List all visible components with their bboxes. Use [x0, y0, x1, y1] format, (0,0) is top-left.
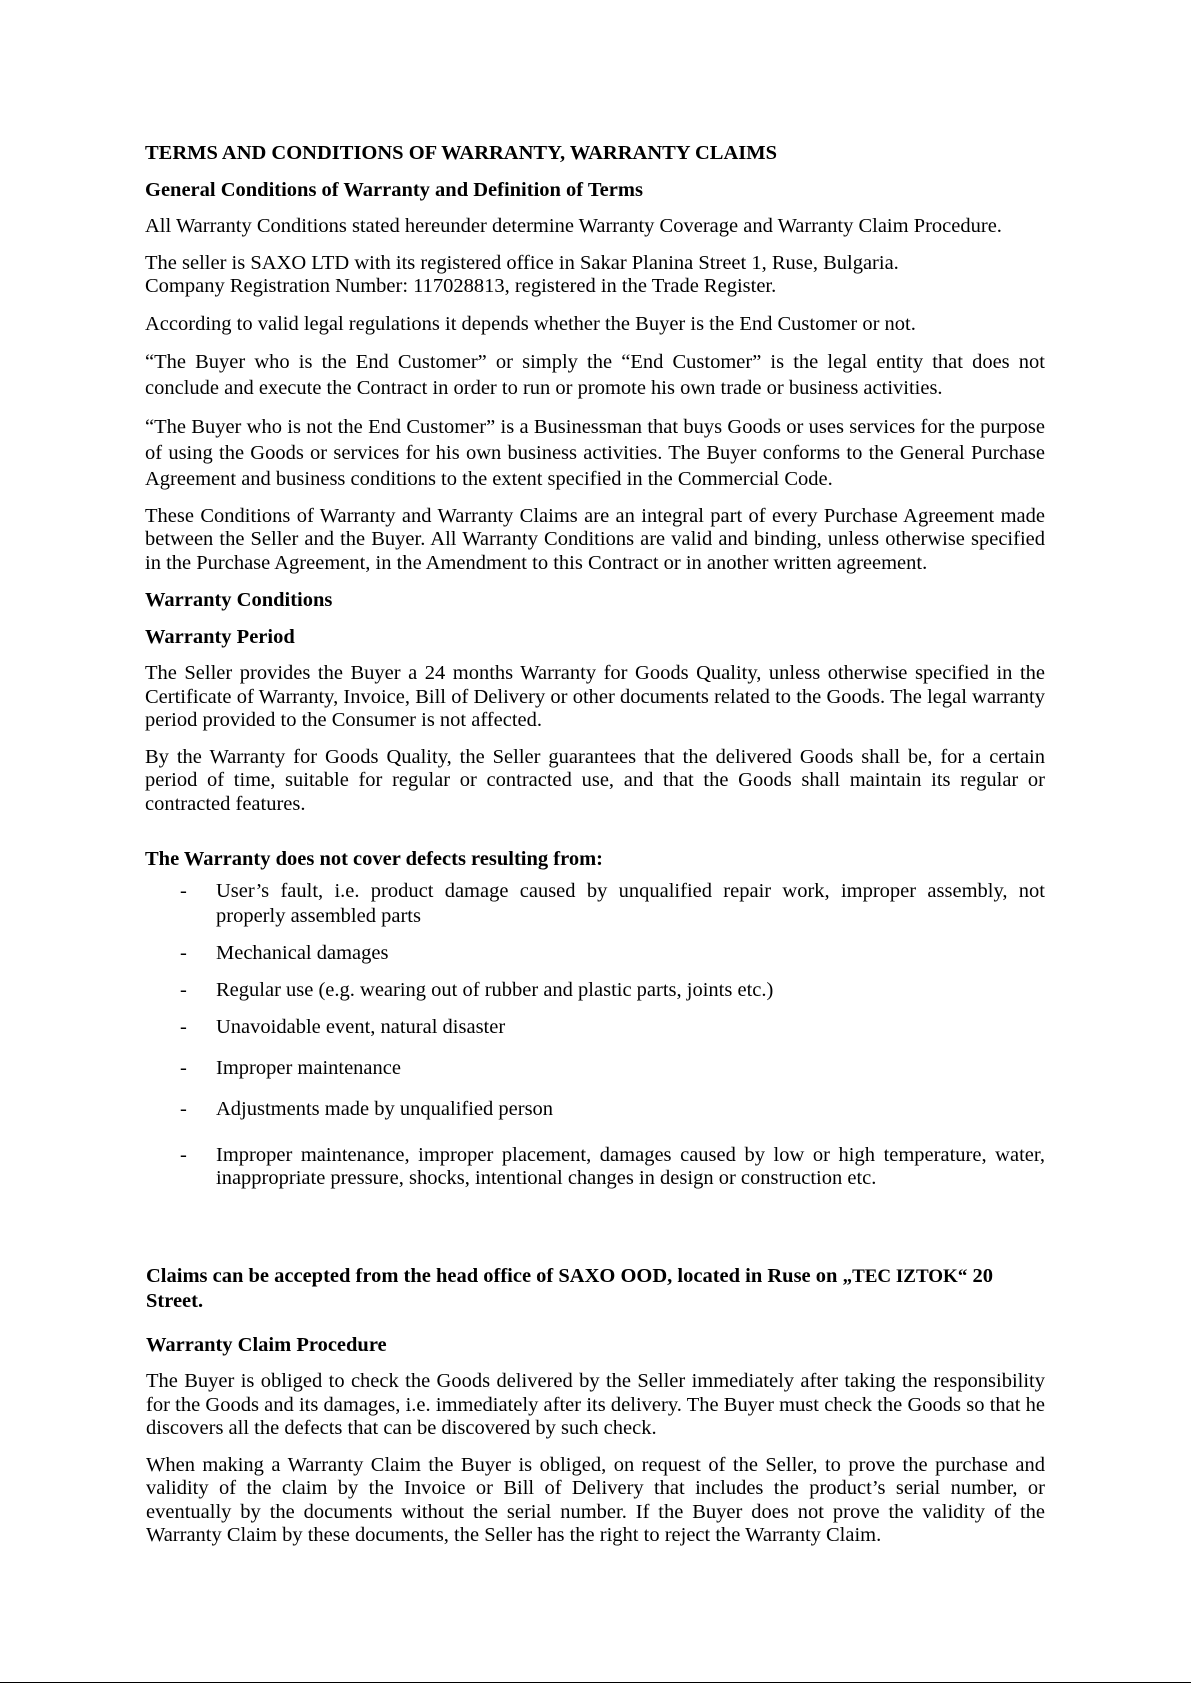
claim-procedure-heading: Warranty Claim Procedure [146, 1334, 387, 1356]
paragraph-legal-regulations: According to valid legal regulations it depends whether the Buyer is the End Customer or not. [145, 312, 916, 335]
paragraph-goods-quality: By the Warranty for Goods Quality, the Seller guarantees that the delivered Goods shall be, for a certain period of time, suitable for regular or contracted use, and that the Goods shall maintain its regular or contracted features. [145, 745, 1045, 815]
list-item-text: Adjustments made by unqualified person [216, 1098, 554, 1120]
list-item [145, 1015, 1045, 1040]
general-conditions-heading: General Conditions of Warranty and Definition of Terms [145, 179, 643, 201]
list-item-text: Mechanical damages [216, 942, 389, 964]
list-item [145, 1097, 1045, 1122]
claims-office-street: „TEC IZTOK“ [842, 1266, 968, 1287]
list-item [145, 1144, 1045, 1190]
spacer [145, 1202, 1045, 1264]
list-item [145, 978, 1045, 1003]
list-item-text: Improper maintenance, improper placement, damages caused by low or high temperature, water, inappropriate pressure, shocks, intentional changes in design or construction etc. [216, 1144, 1045, 1189]
page-edge-rule [0, 1682, 1191, 1683]
warranty-conditions-heading: Warranty Conditions [145, 589, 333, 611]
paragraph-proof-of-purchase: When making a Warranty Claim the Buyer is obliged, on request of the Seller, to prove the purchase and validity of the claim by the Invoice or Bill of Delivery that includes the product’s serial number, or eventually by the documents without the serial number. If the Buyer does not prove the validity of the Warranty Claim by these documents, the Seller has the right to reject the Warranty Claim. [146, 1453, 1045, 1546]
seller-registration-line: Company Registration Number: 117028813, registered in the Trade Register. [145, 275, 777, 297]
list-dash: - [180, 1057, 187, 1079]
paragraph-end-customer-definition: “The Buyer who is the End Customer” or simply the “End Customer” is the legal entity that does not conclude and execute the Contract in order to run or promote his own trade or business activities. [145, 350, 1045, 399]
paragraph-warranty-period: The Seller provides the Buyer a 24 months Warranty for Goods Quality, unless otherwise specified in the Certificate of Warranty, Invoice, Bill of Delivery or other documents related to the Goods. The legal warranty period provided to the Consumer is not affected. [145, 662, 1045, 731]
spacer [145, 829, 1045, 847]
paragraph-business-buyer-definition: “The Buyer who is not the End Customer” is a Businessman that buys Goods or uses services for the purpose of using the Goods or services for his own business activities. The Buyer conforms to the General Purchase Agreement and business conditions to the extent specified in the Commercial Code. [145, 415, 1045, 490]
claims-office-text: Claims can be accepted from the head office of SAXO OOD, located in Ruse on [146, 1265, 843, 1287]
paragraph-warranty-scope: All Warranty Conditions stated hereunder determine Warranty Coverage and Warranty Claim Procedure. [145, 215, 1002, 237]
document-page [145, 141, 1045, 1561]
exclusions-heading: The Warranty does not cover defects resulting from: [145, 848, 603, 870]
list-dash: - [180, 1098, 187, 1120]
claims-office-number: 20 Street. [146, 1265, 993, 1312]
list-item [145, 1056, 1045, 1081]
list-dash: - [180, 979, 187, 1001]
claims-office-notice [146, 1264, 1045, 1313]
list-dash: - [180, 880, 187, 902]
seller-address-line: The seller is SAXO LTD with its registered office in Sakar Planina Street 1, Ruse, Bulgaria. [145, 251, 899, 274]
list-item [145, 941, 1045, 966]
exclusions-list [145, 879, 1045, 1190]
list-item-text: Unavoidable event, natural disaster [216, 1016, 506, 1038]
warranty-period-heading: Warranty Period [145, 626, 295, 648]
list-item-text: Improper maintenance [216, 1057, 401, 1079]
list-dash: - [180, 1016, 187, 1038]
paragraph-seller-info [145, 252, 1045, 299]
paragraph-integral-part: These Conditions of Warranty and Warranty Claims are an integral part of every Purchase Agreement made between the Seller and the Buyer. All Warranty Conditions are valid and binding, unless otherwise specified in the Purchase Agreement, in the Amendment to this Contract or in another written agreement. [145, 504, 1045, 574]
list-item-text: User’s fault, i.e. product damage caused by unqualified repair work, improper assembly, not properly assembled parts [216, 880, 1045, 927]
list-dash: - [180, 1144, 187, 1166]
document-title: TERMS AND CONDITIONS OF WARRANTY, WARRANTY CLAIMS [145, 142, 777, 164]
paragraph-check-goods: The Buyer is obliged to check the Goods delivered by the Seller immediately after taking the responsibility for the Goods and its damages, i.e. immediately after its delivery. The Buyer must check the Goods so that he discovers all the defects that can be discovered by such check. [146, 1370, 1045, 1439]
list-dash: - [180, 942, 187, 964]
list-item [145, 879, 1045, 929]
list-item-text: Regular use (e.g. wearing out of rubber and plastic parts, joints etc.) [216, 979, 774, 1001]
